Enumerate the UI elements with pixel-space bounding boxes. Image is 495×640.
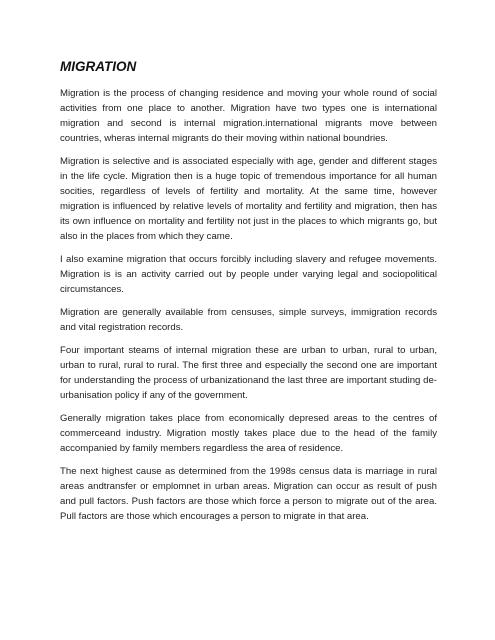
paragraph-data-sources: Migration are generally available from censuses, simple surveys, immigration records and vital registration records. bbox=[60, 307, 437, 333]
paragraph-economic-causes: Generally migration takes place from economically depresed areas to the centres of commerceand industry. Migration mostly takes place due to the head of the family accompanied by family members regardless the area of residence. bbox=[60, 413, 437, 454]
paragraph-push-pull: The next highest cause as determined from the 1998s census data is marriage in rural areas andtransfer or emplomnet in urban areas. Migration can occur as result of push and pull factors. Push factors are those which force a person to migrate out of the area. Pull factors are those which encourages a person to migrate in that area. bbox=[60, 466, 437, 522]
document-title: MIGRATION bbox=[60, 59, 137, 74]
paragraph-selectivity: Migration is selective and is associated especially with age, gender and different stages in the life cycle. Migration then is a huge topic of tremendous importance for all human socities, regardless of levels of fertility and mortality. At the same time, however migration is influenced by relative levels of mortality and fertility and migration, then has its own influence on mortality and fertility not just in the places to which migrants go, but also in the places from which they came. bbox=[60, 156, 437, 242]
paragraph-forced-migration: I also examine migration that occurs forcibly including slavery and refugee movements. Migration is is an activity carried out by people under varying legal and sociopolitical circumstances. bbox=[60, 254, 437, 295]
document-page bbox=[60, 58, 437, 532]
paragraph-definition: Migration is the process of changing residence and moving your whole round of social activities from one place to another. Migration have two types one is international migration and second is internal migration.international migrants move between countries, wheras internal migrants do their moving within national boundries. bbox=[60, 88, 437, 144]
paragraph-streams: Four important steams of internal migration these are urban to urban, rural to urban, urban to rural, rural to rural. The first three and especially the second one are important for understanding the process of urbanizationand the last three are important studing de-urbanisation policy if any of the government. bbox=[60, 345, 437, 401]
